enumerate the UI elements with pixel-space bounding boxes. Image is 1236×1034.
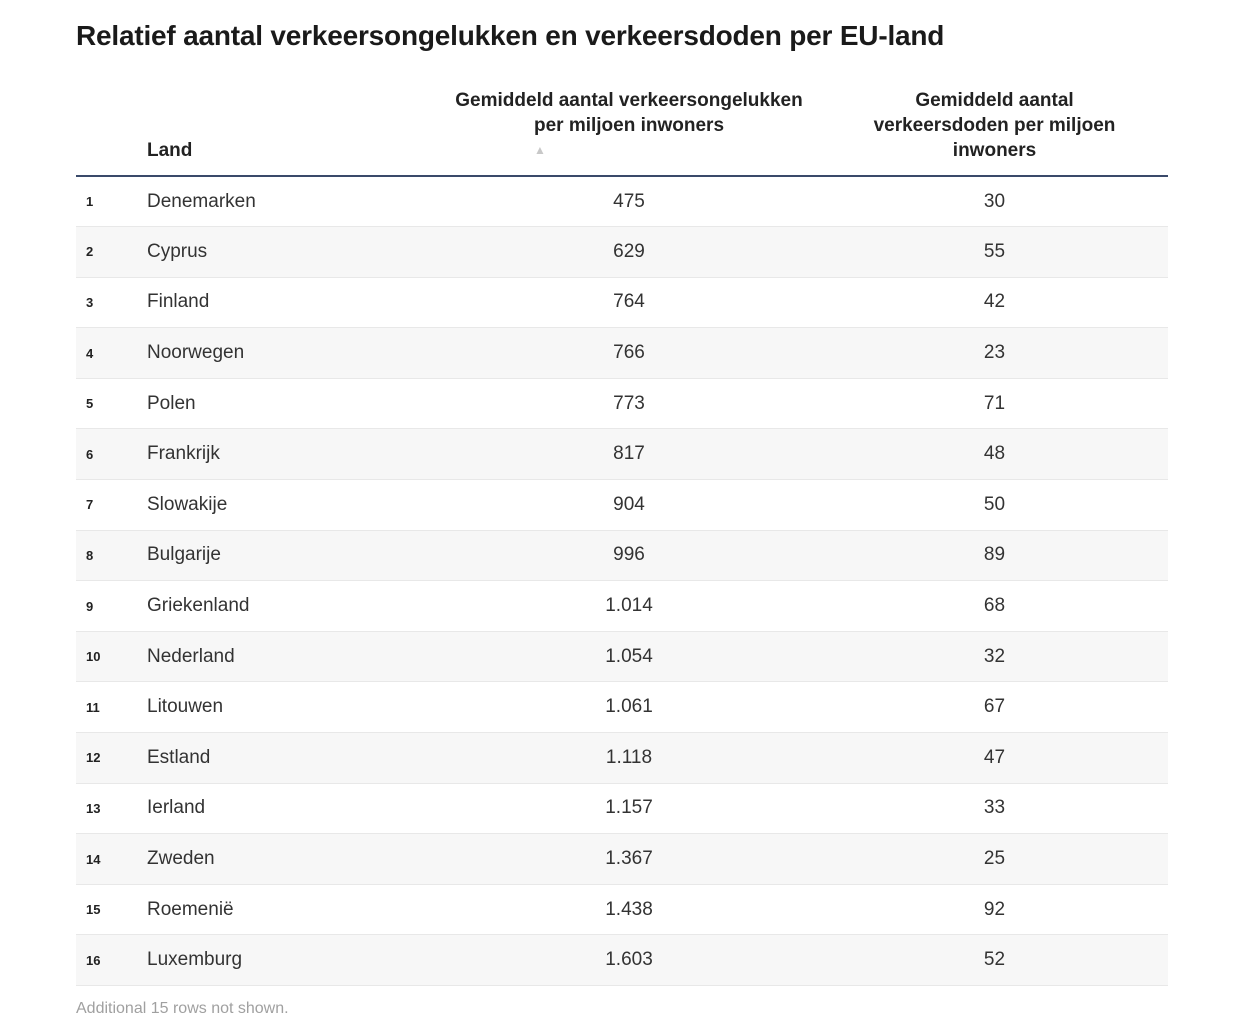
rank-cell: 1 [76, 176, 147, 227]
column-header-label: Gemiddeld aantal verkeersongelukken per miljoen inwoners [455, 90, 803, 136]
country-cell: Polen [147, 378, 437, 429]
data-table [76, 88, 1168, 986]
country-cell: Roemenië [147, 884, 437, 935]
accidents-cell: 629 [437, 227, 821, 278]
country-cell: Estland [147, 733, 437, 784]
rank-cell: 9 [76, 581, 147, 632]
deaths-cell: 89 [821, 530, 1168, 581]
rank-cell: 8 [76, 530, 147, 581]
country-cell: Cyprus [147, 227, 437, 278]
country-cell: Denemarken [147, 176, 437, 227]
rank-cell: 4 [76, 328, 147, 379]
rank-cell: 14 [76, 834, 147, 885]
country-cell: Frankrijk [147, 429, 437, 480]
rank-cell: 2 [76, 227, 147, 278]
accidents-cell: 817 [437, 429, 821, 480]
table-row [76, 277, 1168, 328]
table-row [76, 378, 1168, 429]
table-row [76, 530, 1168, 581]
accidents-cell: 904 [437, 480, 821, 531]
table-row [76, 682, 1168, 733]
sort-ascending-icon[interactable]: ▲ [534, 143, 546, 157]
table-row [76, 884, 1168, 935]
deaths-cell: 23 [821, 328, 1168, 379]
country-cell: Noorwegen [147, 328, 437, 379]
column-header-label: Land [147, 140, 193, 161]
country-cell: Luxemburg [147, 935, 437, 986]
country-cell: Bulgarije [147, 530, 437, 581]
rank-cell: 3 [76, 277, 147, 328]
accidents-cell: 1.157 [437, 783, 821, 834]
country-cell: Ierland [147, 783, 437, 834]
deaths-cell: 30 [821, 176, 1168, 227]
deaths-cell: 92 [821, 884, 1168, 935]
accidents-cell: 773 [437, 378, 821, 429]
deaths-cell: 55 [821, 227, 1168, 278]
column-header-land[interactable] [147, 88, 437, 176]
rank-cell: 6 [76, 429, 147, 480]
accidents-cell: 1.014 [437, 581, 821, 632]
rank-cell: 7 [76, 480, 147, 531]
deaths-cell: 33 [821, 783, 1168, 834]
column-header-rank [76, 88, 147, 176]
deaths-cell: 68 [821, 581, 1168, 632]
accidents-cell: 1.603 [437, 935, 821, 986]
accidents-cell: 996 [437, 530, 821, 581]
table-row [76, 176, 1168, 227]
column-header-accidents[interactable] [437, 88, 821, 176]
accidents-cell: 764 [437, 277, 821, 328]
rank-cell: 11 [76, 682, 147, 733]
deaths-cell: 71 [821, 378, 1168, 429]
deaths-cell: 32 [821, 631, 1168, 682]
column-header-deaths[interactable] [821, 88, 1168, 176]
table-row [76, 733, 1168, 784]
accidents-cell: 1.061 [437, 682, 821, 733]
deaths-cell: 50 [821, 480, 1168, 531]
deaths-cell: 48 [821, 429, 1168, 480]
deaths-cell: 52 [821, 935, 1168, 986]
country-cell: Finland [147, 277, 437, 328]
deaths-cell: 47 [821, 733, 1168, 784]
deaths-cell: 25 [821, 834, 1168, 885]
accidents-cell: 766 [437, 328, 821, 379]
accidents-cell: 1.367 [437, 834, 821, 885]
table-row [76, 783, 1168, 834]
country-cell: Zweden [147, 834, 437, 885]
rank-cell: 16 [76, 935, 147, 986]
rank-cell: 12 [76, 733, 147, 784]
country-cell: Griekenland [147, 581, 437, 632]
table-row [76, 480, 1168, 531]
rank-cell: 5 [76, 378, 147, 429]
rank-cell: 13 [76, 783, 147, 834]
deaths-cell: 67 [821, 682, 1168, 733]
table-row [76, 935, 1168, 986]
country-cell: Nederland [147, 631, 437, 682]
table-row [76, 834, 1168, 885]
table-body [76, 176, 1168, 986]
column-header-label: Gemiddeld aantal verkeersdoden per miljoen inwoners [873, 90, 1116, 161]
deaths-cell: 42 [821, 277, 1168, 328]
table-row [76, 328, 1168, 379]
rows-hidden-note: Additional 15 rows not shown. [76, 1000, 289, 1017]
rank-cell: 10 [76, 631, 147, 682]
table-row [76, 581, 1168, 632]
country-cell: Slowakije [147, 480, 437, 531]
country-cell: Litouwen [147, 682, 437, 733]
table-row [76, 227, 1168, 278]
accidents-cell: 1.118 [437, 733, 821, 784]
accidents-cell: 1.438 [437, 884, 821, 935]
accidents-cell: 1.054 [437, 631, 821, 682]
chart-title: Relatief aantal verkeersongelukken en verkeersdoden per EU-land [76, 20, 945, 51]
table-row [76, 429, 1168, 480]
rank-cell: 15 [76, 884, 147, 935]
table-header-row [76, 88, 1168, 176]
table-row [76, 631, 1168, 682]
accidents-cell: 475 [437, 176, 821, 227]
